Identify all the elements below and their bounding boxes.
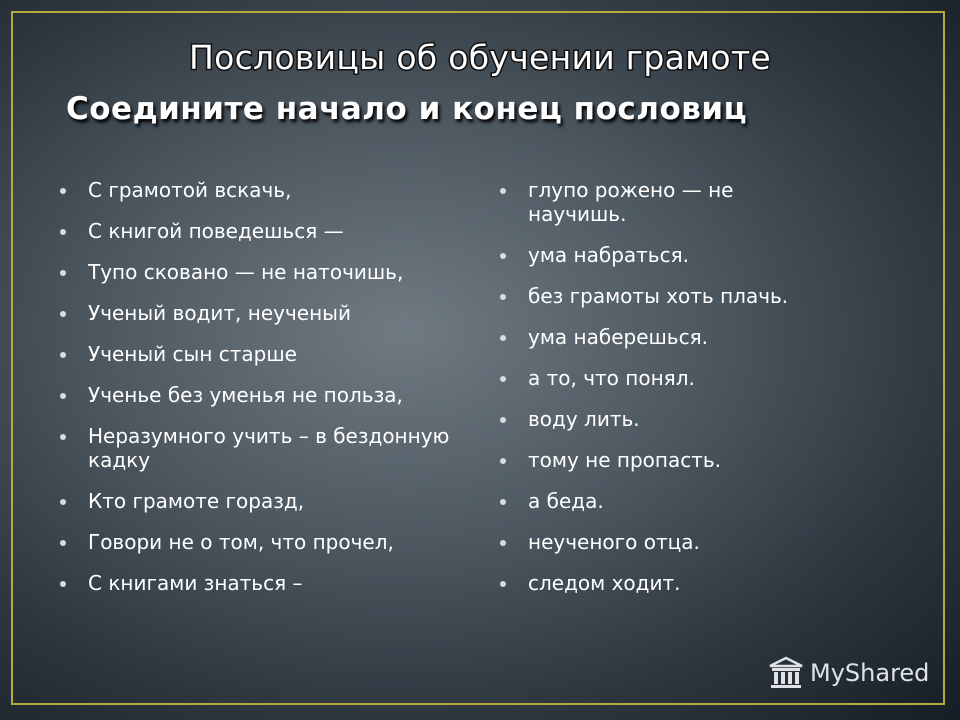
list-item: Ученье без уменья не польза, (60, 383, 500, 407)
list-item: С книгой поведешься — (60, 219, 500, 243)
list-item: С грамотой вскачь, (60, 178, 500, 202)
list-item: Тупо сковано — не наточишь, (60, 260, 500, 284)
list-item: Говори не о том, что прочел, (60, 530, 500, 554)
list-item: глупо рожено — не научишь. (500, 178, 810, 226)
list-item: ума набраться. (500, 243, 810, 267)
list-item: Ученый сын старше (60, 342, 500, 366)
list-item: неученого отца. (500, 530, 810, 554)
list-item: Ученый водит, неученый (60, 301, 500, 325)
list-item: а то, что понял. (500, 366, 810, 390)
list-item: С книгами знаться – (60, 571, 500, 595)
proverb-endings-list (500, 178, 810, 612)
proverb-beginnings-list (60, 178, 500, 612)
building-icon (768, 656, 804, 690)
slide-title: Пословицы об обучении грамоте (188, 38, 771, 77)
list-item: следом ходит. (500, 571, 810, 595)
list-item: Кто грамоте горазд, (60, 489, 500, 513)
slide-subtitle: Соедините начало и конец пословиц (66, 91, 748, 127)
list-item: воду лить. (500, 407, 810, 431)
list-item: без грамоты хоть плачь. (500, 284, 810, 308)
list-item: ума наберешься. (500, 325, 810, 349)
myshared-logo (768, 656, 929, 690)
list-item: тому не пропасть. (500, 448, 810, 472)
logo-text: MyShared (810, 659, 930, 687)
list-item: а беда. (500, 489, 810, 513)
list-item: Неразумного учить – в бездонную кадку (60, 424, 500, 472)
